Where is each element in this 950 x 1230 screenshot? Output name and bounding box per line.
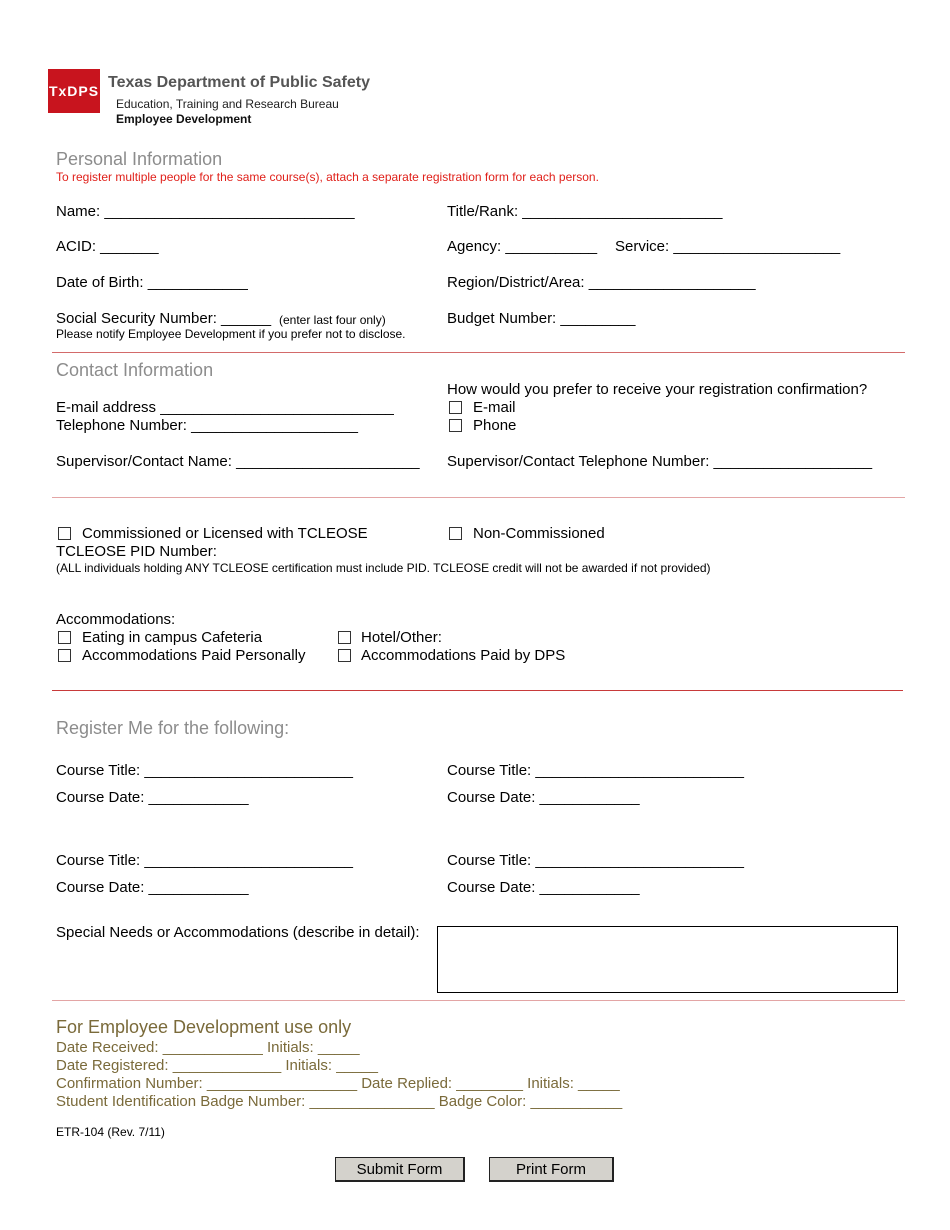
course-date-field-1[interactable]: Course Date: ____________ [56,789,249,806]
region-field[interactable]: Region/District/Area: ____________________ [447,274,756,291]
course-title-field-1[interactable]: Course Title: _________________________ [56,762,353,779]
contact-section-title: Contact Information [56,360,214,380]
accommodations-label: Accommodations: [56,611,176,628]
personal-section-title: Personal Information [56,149,223,169]
title-rank-field[interactable]: Title/Rank: ________________________ [447,203,723,220]
section-divider [52,352,905,353]
paid-by-dps-checkbox[interactable] [338,649,351,662]
cafeteria-label: Eating in campus Cafeteria [82,629,263,646]
section-divider [52,497,905,498]
hotel-label: Hotel/Other: [361,629,442,646]
office-badge[interactable]: Student Identification Badge Number: _______________ Badge Color: ___________ [56,1093,623,1110]
register-section-title: Register Me for the following: [56,718,290,738]
special-needs-textarea[interactable] [437,926,898,993]
office-confirmation[interactable]: Confirmation Number: __________________ Date Replied: ________ Initials: _____ [56,1075,620,1092]
cafeteria-checkbox[interactable] [58,631,71,644]
course-date-field-4[interactable]: Course Date: ____________ [447,879,640,896]
commissioned-label: Commissioned or Licensed with TCLEOSE [82,525,368,542]
paid-by-dps-label: Accommodations Paid by DPS [361,647,566,664]
section-divider [52,690,903,691]
commissioned-checkbox[interactable] [58,527,71,540]
confirm-question: How would you prefer to receive your registration confirmation? [447,381,868,398]
name-field[interactable]: Name: ______________________________ [56,203,355,220]
course-title-field-3[interactable]: Course Title: _________________________ [56,852,353,869]
tcleose-pid-note: (ALL individuals holding ANY TCLEOSE certification must include PID. TCLEOSE credit will not be awarded if not provided) [56,561,711,575]
non-commissioned-label: Non-Commissioned [473,525,605,542]
tcleose-pid-field[interactable]: TCLEOSE PID Number: [56,543,217,560]
agency-field[interactable]: Agency: ___________ [447,238,598,255]
phone-field[interactable]: Telephone Number: ____________________ [56,417,358,434]
non-commissioned-checkbox[interactable] [449,527,462,540]
paid-personally-checkbox[interactable] [58,649,71,662]
confirm-phone-label: Phone [473,417,517,434]
office-date-received[interactable]: Date Received: ____________ Initials: _____ [56,1039,360,1056]
confirm-phone-checkbox[interactable] [449,419,462,432]
confirm-email-label: E-mail [473,399,516,416]
personal-note: To register multiple people for the same course(s), attach a separate registration form for each person. [56,170,599,184]
ssn-field[interactable]: Social Security Number: ______ [56,310,272,327]
section-divider [52,1000,905,1001]
submit-button[interactable]: Submit Form [335,1157,465,1182]
division-name: Employee Development [116,112,252,126]
form-id: ETR-104 (Rev. 7/11) [56,1125,165,1139]
print-button[interactable]: Print Form [489,1157,614,1182]
ssn-hint: (enter last four only) [279,313,386,327]
bureau-name: Education, Training and Research Bureau [116,97,339,111]
acid-field[interactable]: ACID: _______ [56,238,159,255]
paid-personally-label: Accommodations Paid Personally [82,647,306,664]
txdps-logo: TxDPS [48,69,100,113]
dob-field[interactable]: Date of Birth: ____________ [56,274,248,291]
supervisor-phone-field[interactable]: Supervisor/Contact Telephone Number: ___________________ [447,453,873,470]
course-title-field-2[interactable]: Course Title: _________________________ [447,762,744,779]
service-field[interactable]: Service: ____________________ [615,238,841,255]
office-date-registered[interactable]: Date Registered: _____________ Initials: _____ [56,1057,378,1074]
confirm-email-checkbox[interactable] [449,401,462,414]
course-date-field-3[interactable]: Course Date: ____________ [56,879,249,896]
course-title-field-4[interactable]: Course Title: _________________________ [447,852,744,869]
org-name: Texas Department of Public Safety [108,74,370,91]
ssn-note: Please notify Employee Development if you prefer not to disclose. [56,327,406,341]
office-use-title: For Employee Development use only [56,1017,352,1037]
email-field[interactable]: E-mail address ____________________________ [56,399,394,416]
course-date-field-2[interactable]: Course Date: ____________ [447,789,640,806]
hotel-checkbox[interactable] [338,631,351,644]
supervisor-name-field[interactable]: Supervisor/Contact Name: ______________________ [56,453,420,470]
budget-field[interactable]: Budget Number: _________ [447,310,636,327]
special-needs-label: Special Needs or Accommodations (describe in detail): [56,924,420,941]
